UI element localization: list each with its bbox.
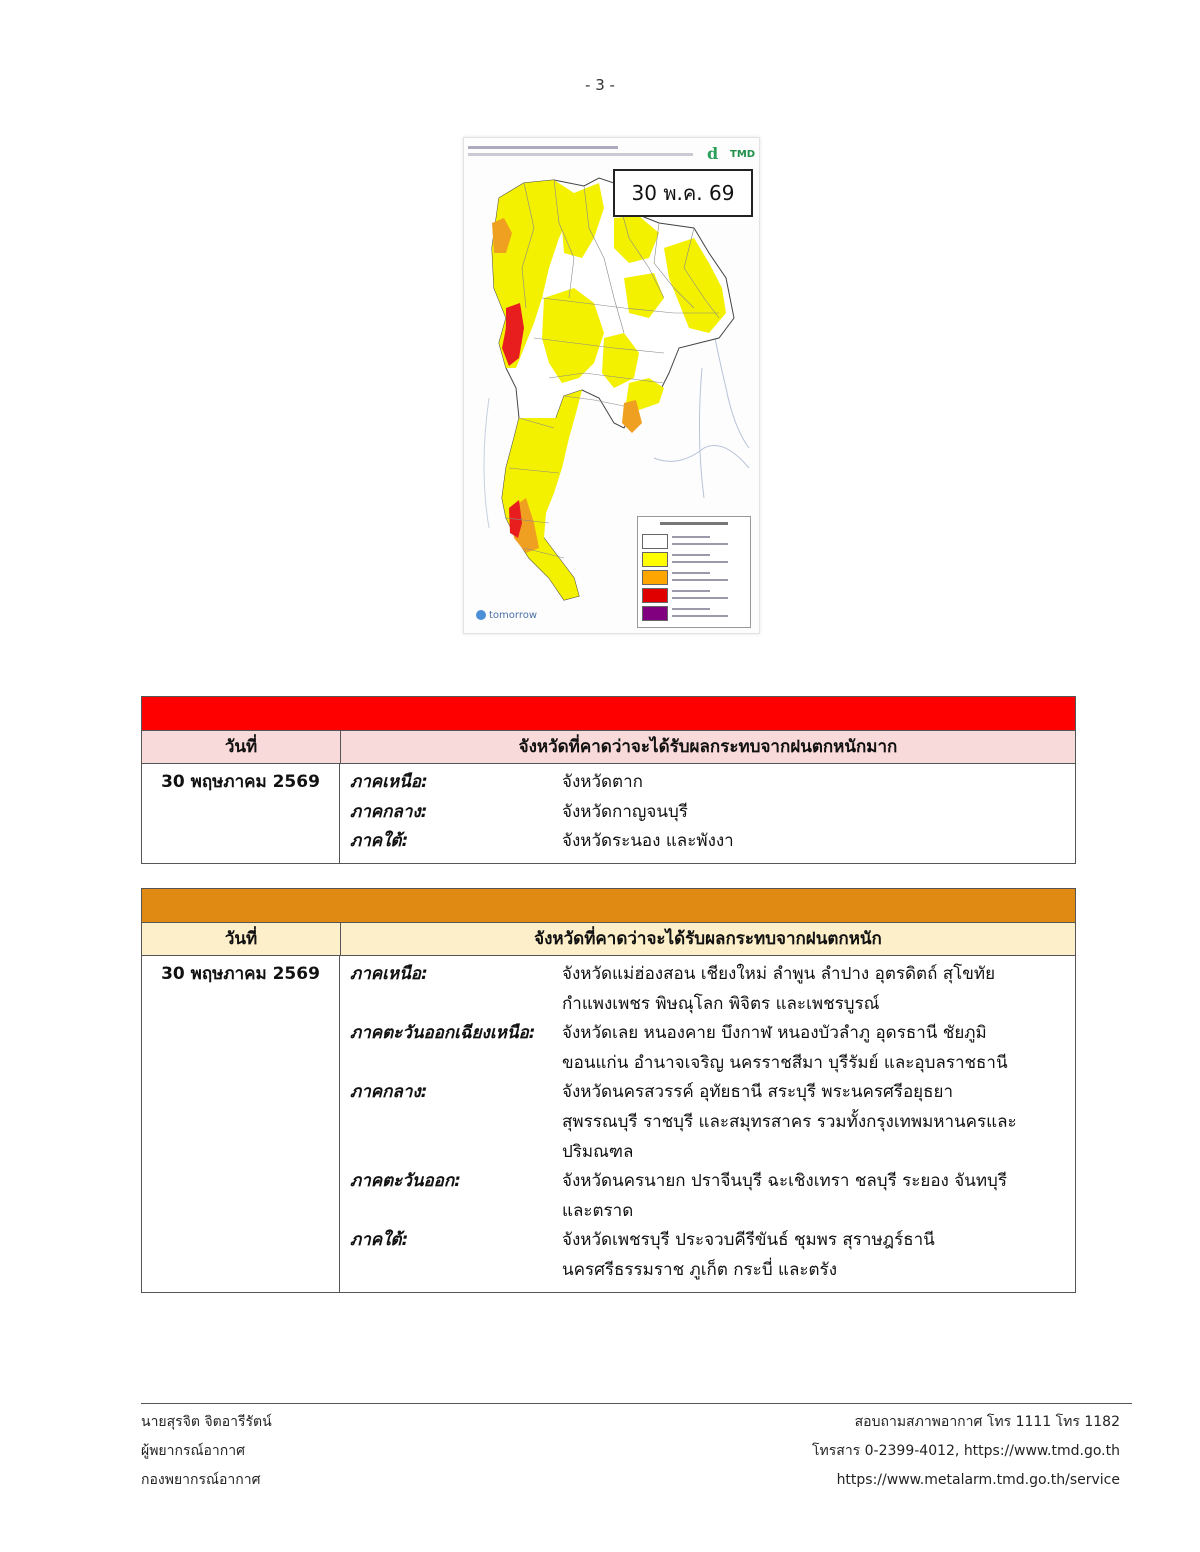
region-name: ภาคตะวันออก: [350,1171,461,1192]
region-row [340,1078,1075,1167]
heavy-rain-bar [142,889,1075,923]
legend-swatch-red [642,588,668,603]
tomorrow-logo [476,610,537,621]
province-line: ขอนแก่น อำนาจเจริญ นครราชสีมา บุรีรัมย์ และอุบลราชธานี [562,1052,1008,1073]
region-name: ภาคตะวันออกเฉียงเหนือ: [350,1023,536,1044]
province-line: กำแพงเพชร พิษณุโลก พิจิตร และเพชรบูรณ์ [562,993,880,1014]
forecaster-division: กองพยากรณ์อากาศ [141,1472,261,1488]
region-list [340,956,1075,1292]
province-line: จังหวัดกาญจนบุรี [562,801,688,822]
header-date: วันที่ [142,923,341,955]
province-line: จังหวัดเพชรบุรี ประจวบคีรีขันธ์ ชุมพร สุราษฎร์ธานี [562,1230,935,1251]
region-provinces [562,1167,1075,1226]
region-provinces [562,827,1075,857]
region-row [340,798,1075,828]
legend-swatch-orange [642,570,668,585]
province-line: จังหวัดนครสวรรค์ อุทัยธานี สระบุรี พระนครศรีอยุธยา [562,1082,953,1103]
legend-swatch-white [642,534,668,549]
region-name: ภาคกลาง: [350,1082,428,1103]
province-line: จังหวัดนครนายก ปราจีนบุรี ฉะเชิงเทรา ชลบุรี ระยอง จันทบุรี [562,1171,1007,1192]
province-line: และตราด [562,1200,634,1221]
region-provinces [562,768,1075,798]
header-date: วันที่ [142,731,341,763]
forecast-date: 30 พฤษภาคม 2569 [142,956,340,1292]
region-provinces [562,798,1075,828]
forecaster-name: นายสุรจิต จิตอารีรัตน์ [141,1414,272,1430]
south-yellow [502,390,582,600]
province-line: จังหวัดระนอง และพังงา [562,831,734,852]
table-row [142,956,1075,1292]
rainfall-forecast-map [463,137,760,634]
footer-contact [812,1408,1120,1495]
legend-swatch-purple [642,606,668,621]
header-provinces: จังหวัดที่คาดว่าจะได้รับผลกระทบจากฝนตกหนัก [534,929,882,949]
map-legend [637,516,751,628]
region-row [340,827,1075,857]
footer-forecaster [141,1408,272,1495]
region-provinces [562,960,1075,1019]
tomorrow-logo-icon [476,610,486,620]
province-line: นครศรีธรรมราช ภูเก็ต กระบี่ และตรัง [562,1259,837,1280]
very-heavy-rain-table [141,696,1076,864]
region-row [340,768,1075,798]
region-list [340,764,1075,863]
table-header [142,731,1075,764]
map-date-label: 30 พ.ค. 69 [613,169,753,217]
region-row [340,1226,1075,1285]
contact-fax-web[interactable]: โทรสาร 0-2399-4012, https://www.tmd.go.th [812,1443,1120,1459]
region-provinces [562,1019,1075,1078]
region-name: ภาคเหนือ: [350,964,428,984]
region-row [340,1167,1075,1226]
region-row [340,1019,1075,1078]
contact-phone: สอบถามสภาพอากาศ โทร 1111 โทร 1182 [854,1414,1120,1430]
footer-divider [141,1403,1132,1404]
very-heavy-rain-bar [142,697,1075,731]
table-header [142,923,1075,956]
tomorrow-logo-text: tomorrow [489,610,538,621]
region-provinces [562,1078,1075,1167]
province-line: จังหวัดเลย หนองคาย บึงกาฬ หนองบัวลำภู อุดรธานี ชัยภูมิ [562,1023,987,1044]
province-line: จังหวัดแม่ฮ่องสอน เชียงใหม่ ลำพูน ลำปาง อุตรดิตถ์ สุโขทัย [562,964,996,984]
heavy-rain-table [141,888,1076,1293]
tmd-logo-mark: d [707,144,719,163]
forecast-date: 30 พฤษภาคม 2569 [142,764,340,863]
region-row [340,960,1075,1019]
region-name: ภาคใต้: [350,831,409,852]
province-line: สุพรรณบุรี ราชบุรี และสมุทรสาคร รวมทั้งกรุงเทพมหานครและ [562,1111,1017,1132]
region-name: ภาคกลาง: [350,801,428,822]
region-name: ภาคเหนือ: [350,772,428,792]
table-row [142,764,1075,863]
province-line: จังหวัดตาก [562,772,643,792]
forecaster-title: ผู้พยากรณ์อากาศ [141,1443,245,1459]
province-line: ปริมณฑล [562,1141,634,1162]
tmd-logo-text: TMD [730,149,756,160]
contact-service-link[interactable]: https://www.metalarm.tmd.go.th/service [836,1472,1120,1488]
page-number: - 3 - [585,76,615,94]
header-provinces: จังหวัดที่คาดว่าจะได้รับผลกระทบจากฝนตกหนักมาก [518,737,898,757]
region-provinces [562,1226,1075,1285]
legend-swatch-yellow [642,552,668,567]
region-name: ภาคใต้: [350,1230,409,1251]
